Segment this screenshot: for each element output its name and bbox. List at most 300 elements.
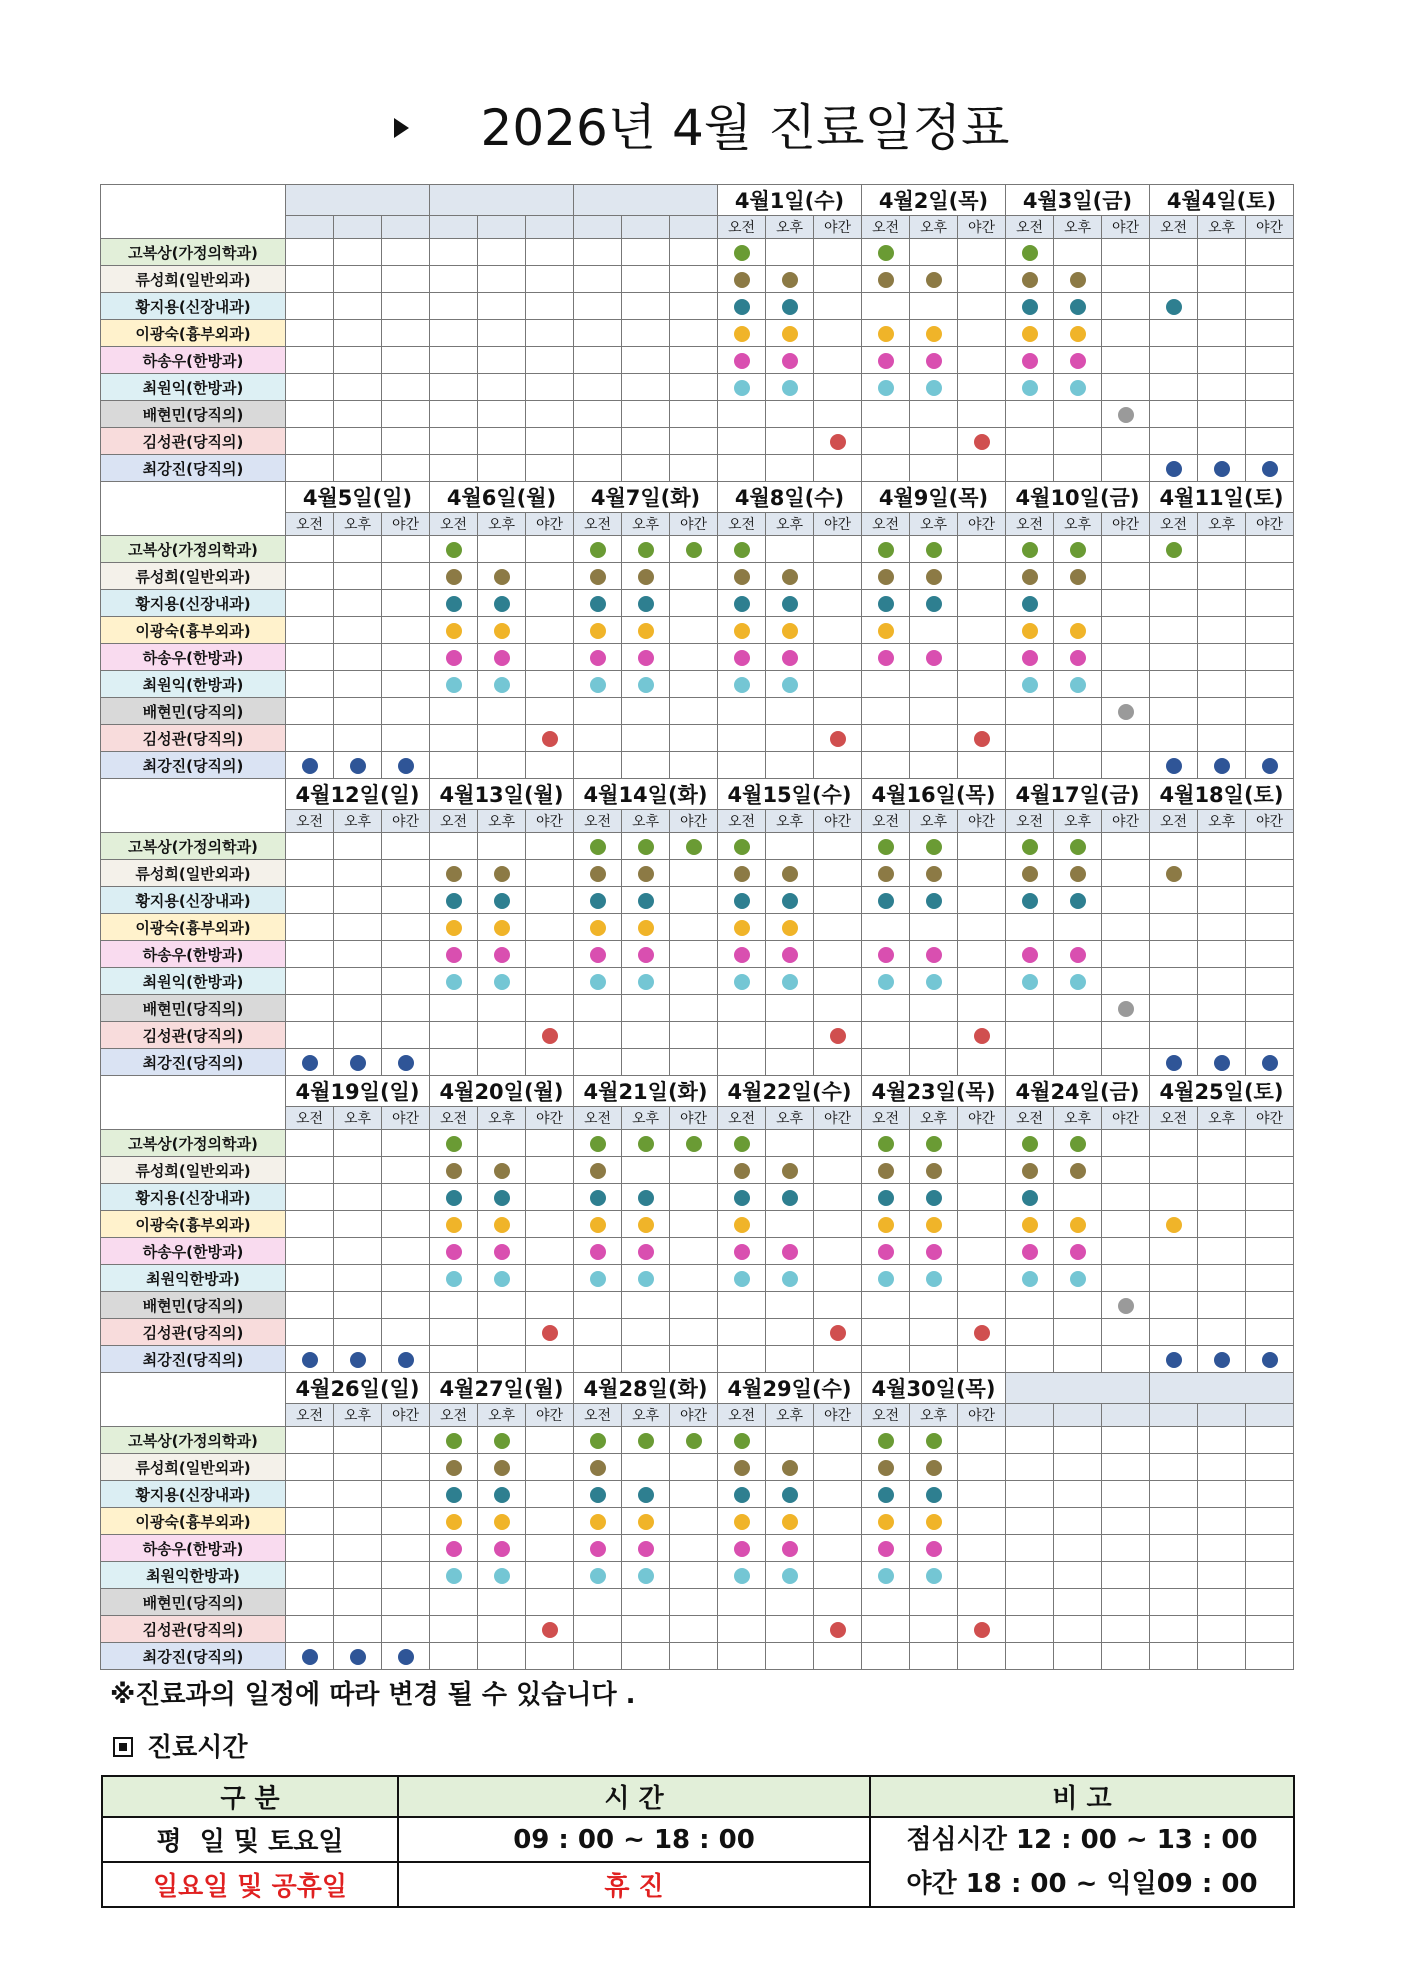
- slot-label: 오후: [910, 1404, 958, 1427]
- schedule-cell: [1150, 1535, 1198, 1562]
- day-header: 4월3일(금): [1006, 185, 1150, 216]
- schedule-dot: [878, 1568, 894, 1584]
- schedule-dot: [782, 380, 798, 396]
- schedule-cell: [334, 1184, 382, 1211]
- schedule-cell: [574, 860, 622, 887]
- doctor-name: 최원익(한방과): [101, 374, 286, 401]
- schedule-cell: [1102, 1049, 1150, 1076]
- schedule-cell: [910, 1292, 958, 1319]
- schedule-cell: [382, 1049, 430, 1076]
- schedule-dot: [1166, 542, 1182, 558]
- schedule-cell: [574, 1184, 622, 1211]
- schedule-cell: [1102, 1562, 1150, 1589]
- schedule-dot: [974, 1325, 990, 1341]
- schedule-dot: [1022, 839, 1038, 855]
- schedule-dot: [926, 1217, 942, 1233]
- schedule-cell: [430, 1265, 478, 1292]
- schedule-dot: [926, 1541, 942, 1557]
- schedule-cell: [382, 455, 430, 482]
- schedule-cell: [862, 1265, 910, 1292]
- schedule-dot: [1070, 677, 1086, 693]
- schedule-cell: [1150, 1238, 1198, 1265]
- schedule-cell: [382, 590, 430, 617]
- schedule-cell: [718, 293, 766, 320]
- slot-label: 오전: [1150, 216, 1198, 239]
- schedule-cell: [574, 590, 622, 617]
- schedule-cell: [1150, 995, 1198, 1022]
- schedule-dot: [1022, 866, 1038, 882]
- schedule-cell: [1246, 1508, 1294, 1535]
- schedule-cell: [1054, 860, 1102, 887]
- schedule-cell: [382, 374, 430, 401]
- schedule-dot: [590, 920, 606, 936]
- schedule-dot: [350, 1352, 366, 1368]
- schedule-cell: [286, 347, 334, 374]
- schedule-cell: [862, 1616, 910, 1643]
- schedule-cell: [622, 1319, 670, 1346]
- schedule-cell: [910, 1265, 958, 1292]
- schedule-cell: [1054, 914, 1102, 941]
- schedule-cell: [1006, 1454, 1054, 1481]
- doctor-name: 고복상(가정의학과): [101, 239, 286, 266]
- schedule-dot: [1118, 1001, 1134, 1017]
- schedule-cell: [910, 1535, 958, 1562]
- slot-label: 오후: [478, 513, 526, 536]
- schedule-dot: [734, 920, 750, 936]
- day-header: 4월13일(월): [430, 779, 574, 810]
- schedule-cell: [1150, 1616, 1198, 1643]
- schedule-cell: [574, 1238, 622, 1265]
- schedule-dot: [398, 1352, 414, 1368]
- schedule-dot: [782, 1487, 798, 1503]
- schedule-cell: [814, 671, 862, 698]
- schedule-dot: [590, 650, 606, 666]
- doctor-name: 고복상(가정의학과): [101, 1130, 286, 1157]
- slot-label: 오전: [718, 1107, 766, 1130]
- schedule-cell: [478, 1292, 526, 1319]
- schedule-cell: [814, 1481, 862, 1508]
- square-bullet-icon: [113, 1737, 133, 1757]
- schedule-cell: [1150, 428, 1198, 455]
- schedule-cell: [862, 1508, 910, 1535]
- schedule-cell: [862, 1535, 910, 1562]
- slot-label: 오후: [766, 1404, 814, 1427]
- schedule-dot: [734, 974, 750, 990]
- schedule-cell: [334, 968, 382, 995]
- schedule-cell: [1006, 968, 1054, 995]
- slot-label: 오후: [1198, 513, 1246, 536]
- schedule-dot: [590, 1433, 606, 1449]
- schedule-cell: [1150, 617, 1198, 644]
- slot-label: 오전: [718, 216, 766, 239]
- schedule-cell: [670, 239, 718, 266]
- doctor-name: 최강진(당직의): [101, 1049, 286, 1076]
- schedule-cell: [1198, 1346, 1246, 1373]
- schedule-cell: [718, 1481, 766, 1508]
- schedule-cell: [718, 995, 766, 1022]
- slot-label: 야간: [814, 810, 862, 833]
- schedule-cell: [862, 1589, 910, 1616]
- schedule-cell: [958, 347, 1006, 374]
- schedule-cell: [622, 293, 670, 320]
- schedule-cell: [670, 563, 718, 590]
- schedule-cell: [1246, 671, 1294, 698]
- schedule-cell: [478, 1238, 526, 1265]
- schedule-cell: [1102, 1022, 1150, 1049]
- schedule-dot: [494, 1514, 510, 1530]
- schedule-cell: [286, 1508, 334, 1535]
- schedule-cell: [766, 914, 814, 941]
- schedule-cell: [1102, 941, 1150, 968]
- doctor-name: 배현민(당직의): [101, 995, 286, 1022]
- schedule-cell: [910, 860, 958, 887]
- schedule-dot: [638, 866, 654, 882]
- doctor-name: 류성희(일반외과): [101, 860, 286, 887]
- schedule-cell: [526, 671, 574, 698]
- schedule-cell: [1054, 1508, 1102, 1535]
- schedule-cell: [622, 1427, 670, 1454]
- schedule-cell: [1006, 671, 1054, 698]
- schedule-cell: [1198, 563, 1246, 590]
- schedule-dot: [734, 1514, 750, 1530]
- schedule-cell: [430, 887, 478, 914]
- schedule-cell: [526, 1130, 574, 1157]
- slot-label: 오전: [286, 513, 334, 536]
- triangle-bullet-icon: [394, 118, 409, 138]
- schedule-cell: [334, 698, 382, 725]
- schedule-dot: [878, 569, 894, 585]
- slot-label: 오전: [574, 1404, 622, 1427]
- schedule-cell: [1246, 995, 1294, 1022]
- schedule-cell: [574, 536, 622, 563]
- slot-label: 오전: [574, 810, 622, 833]
- schedule-cell: [1198, 644, 1246, 671]
- schedule-dot: [494, 947, 510, 963]
- slot-label: 오후: [910, 216, 958, 239]
- schedule-cell: [1102, 1535, 1150, 1562]
- schedule-cell: [622, 1616, 670, 1643]
- schedule-cell: [382, 1454, 430, 1481]
- schedule-cell: [670, 752, 718, 779]
- doctor-name: 류성희(일반외과): [101, 1157, 286, 1184]
- schedule-cell: [910, 1319, 958, 1346]
- schedule-cell: [334, 1157, 382, 1184]
- schedule-cell: [382, 752, 430, 779]
- schedule-cell: [622, 266, 670, 293]
- schedule-cell: [670, 1589, 718, 1616]
- schedule-cell: [718, 1508, 766, 1535]
- schedule-cell: [766, 1562, 814, 1589]
- schedule-cell: [862, 860, 910, 887]
- doctor-name: 고복상(가정의학과): [101, 1427, 286, 1454]
- doctor-name: 배현민(당직의): [101, 401, 286, 428]
- schedule-cell: [958, 833, 1006, 860]
- schedule-cell: [1054, 887, 1102, 914]
- schedule-cell: [958, 1616, 1006, 1643]
- day-header: 4월24일(금): [1006, 1076, 1150, 1107]
- schedule-dot: [590, 947, 606, 963]
- schedule-cell: [862, 1157, 910, 1184]
- day-header: 4월9일(목): [862, 482, 1006, 513]
- day-header: 4월12일(일): [286, 779, 430, 810]
- schedule-cell: [814, 1184, 862, 1211]
- schedule-cell: [718, 968, 766, 995]
- slot-label: 야간: [958, 513, 1006, 536]
- slot-label: 오전: [862, 1107, 910, 1130]
- schedule-cell: [574, 374, 622, 401]
- schedule-cell: [622, 968, 670, 995]
- schedule-dot: [782, 353, 798, 369]
- slot-label: 야간: [814, 1107, 862, 1130]
- schedule-cell: [1246, 1157, 1294, 1184]
- schedule-cell: [526, 1238, 574, 1265]
- schedule-cell: [958, 887, 1006, 914]
- slot-label: 오전: [718, 513, 766, 536]
- schedule-cell: [478, 455, 526, 482]
- schedule-dot: [734, 245, 750, 261]
- schedule-cell: [286, 293, 334, 320]
- day-header: [286, 185, 430, 216]
- schedule-cell: [1102, 1346, 1150, 1373]
- schedule-cell: [286, 995, 334, 1022]
- schedule-cell: [1102, 563, 1150, 590]
- slot-label: 오전: [430, 810, 478, 833]
- schedule-dot: [1022, 299, 1038, 315]
- schedule-cell: [1150, 347, 1198, 374]
- schedule-cell: [1150, 1319, 1198, 1346]
- doctor-name: 하송우(한방과): [101, 941, 286, 968]
- schedule-dot: [1070, 272, 1086, 288]
- schedule-cell: [382, 1346, 430, 1373]
- doctor-name: 최원익(한방과): [101, 671, 286, 698]
- schedule-cell: [958, 1022, 1006, 1049]
- schedule-cell: [958, 725, 1006, 752]
- hours-header-time: 시 간: [398, 1776, 870, 1817]
- doctor-name: 김성관(당직의): [101, 1319, 286, 1346]
- schedule-cell: [1198, 1265, 1246, 1292]
- schedule-dot: [734, 866, 750, 882]
- schedule-cell: [1054, 1022, 1102, 1049]
- schedule-cell: [814, 887, 862, 914]
- day-header: 4월15일(수): [718, 779, 862, 810]
- schedule-cell: [862, 563, 910, 590]
- schedule-dot: [1070, 1244, 1086, 1260]
- slot-label: [478, 216, 526, 239]
- schedule-cell: [1246, 968, 1294, 995]
- schedule-cell: [862, 968, 910, 995]
- slot-label: [430, 216, 478, 239]
- schedule-dot: [878, 1460, 894, 1476]
- schedule-cell: [286, 455, 334, 482]
- schedule-cell: [670, 1130, 718, 1157]
- schedule-dot: [686, 839, 702, 855]
- schedule-cell: [622, 239, 670, 266]
- schedule-cell: [766, 1049, 814, 1076]
- schedule-cell: [574, 1211, 622, 1238]
- schedule-dot: [446, 569, 462, 585]
- schedule-cell: [766, 1616, 814, 1643]
- schedule-dot: [1166, 1352, 1182, 1368]
- schedule-cell: [718, 1562, 766, 1589]
- schedule-cell: [1150, 860, 1198, 887]
- schedule-cell: [718, 1265, 766, 1292]
- schedule-cell: [862, 752, 910, 779]
- schedule-cell: [382, 860, 430, 887]
- schedule-cell: [1246, 1481, 1294, 1508]
- schedule-dot: [878, 1190, 894, 1206]
- schedule-cell: [1102, 860, 1150, 887]
- schedule-cell: [718, 1346, 766, 1373]
- schedule-cell: [766, 860, 814, 887]
- schedule-cell: [1054, 1481, 1102, 1508]
- schedule-dot: [638, 1190, 654, 1206]
- schedule-dot: [878, 947, 894, 963]
- schedule-cell: [478, 536, 526, 563]
- schedule-cell: [910, 995, 958, 1022]
- schedule-cell: [1198, 266, 1246, 293]
- hours-row-label: 일요일 및 공휴일: [102, 1862, 398, 1907]
- schedule-dot: [926, 353, 942, 369]
- schedule-cell: [526, 1265, 574, 1292]
- slot-label: 오후: [1198, 216, 1246, 239]
- schedule-cell: [478, 1616, 526, 1643]
- schedule-cell: [958, 1049, 1006, 1076]
- schedule-dot: [638, 1136, 654, 1152]
- schedule-cell: [574, 1454, 622, 1481]
- schedule-cell: [430, 1211, 478, 1238]
- schedule-cell: [430, 752, 478, 779]
- schedule-cell: [478, 1319, 526, 1346]
- schedule-cell: [1150, 590, 1198, 617]
- slot-label: 야간: [670, 810, 718, 833]
- schedule-dot: [542, 1028, 558, 1044]
- schedule-dot: [926, 1487, 942, 1503]
- schedule-cell: [622, 320, 670, 347]
- schedule-cell: [1054, 644, 1102, 671]
- schedule-cell: [622, 428, 670, 455]
- schedule-cell: [334, 1481, 382, 1508]
- schedule-cell: [958, 995, 1006, 1022]
- schedule-dot: [734, 947, 750, 963]
- schedule-cell: [910, 887, 958, 914]
- schedule-cell: [718, 941, 766, 968]
- schedule-cell: [382, 347, 430, 374]
- schedule-cell: [1150, 671, 1198, 698]
- corner-cell: [101, 1373, 286, 1427]
- schedule-dot: [734, 1487, 750, 1503]
- schedule-cell: [1150, 887, 1198, 914]
- schedule-cell: [622, 1049, 670, 1076]
- schedule-dot: [974, 1028, 990, 1044]
- schedule-dot: [638, 893, 654, 909]
- hours-row-time: 09 : 00 ~ 18 : 00: [398, 1817, 870, 1862]
- schedule-cell: [1102, 1292, 1150, 1319]
- schedule-cell: [958, 401, 1006, 428]
- schedule-cell: [718, 860, 766, 887]
- schedule-cell: [1246, 752, 1294, 779]
- schedule-cell: [1054, 1184, 1102, 1211]
- schedule-cell: [766, 428, 814, 455]
- schedule-cell: [1198, 428, 1246, 455]
- schedule-cell: [670, 1562, 718, 1589]
- slot-label: [1054, 1404, 1102, 1427]
- schedule-cell: [334, 1130, 382, 1157]
- schedule-cell: [1054, 1238, 1102, 1265]
- schedule-cell: [766, 752, 814, 779]
- schedule-cell: [382, 266, 430, 293]
- schedule-cell: [574, 752, 622, 779]
- schedule-cell: [718, 1292, 766, 1319]
- schedule-cell: [862, 887, 910, 914]
- schedule-dot: [1022, 1217, 1038, 1233]
- schedule-dot: [590, 1541, 606, 1557]
- schedule-cell: [478, 1508, 526, 1535]
- schedule-cell: [718, 536, 766, 563]
- schedule-cell: [334, 1022, 382, 1049]
- schedule-cell: [526, 752, 574, 779]
- schedule-cell: [430, 590, 478, 617]
- schedule-cell: [670, 968, 718, 995]
- schedule-cell: [766, 1292, 814, 1319]
- schedule-cell: [1054, 590, 1102, 617]
- schedule-cell: [1102, 536, 1150, 563]
- schedule-cell: [1246, 428, 1294, 455]
- schedule-cell: [382, 563, 430, 590]
- schedule-cell: [1246, 455, 1294, 482]
- schedule-cell: [286, 725, 334, 752]
- schedule-cell: [1102, 374, 1150, 401]
- schedule-cell: [862, 1427, 910, 1454]
- schedule-cell: [1102, 752, 1150, 779]
- hours-row-label: 평 일 및 토요일: [102, 1817, 398, 1862]
- schedule-dot: [638, 1433, 654, 1449]
- schedule-cell: [574, 1616, 622, 1643]
- schedule-dot: [494, 866, 510, 882]
- schedule-dot: [1118, 1298, 1134, 1314]
- schedule-cell: [430, 671, 478, 698]
- schedule-cell: [1006, 536, 1054, 563]
- schedule-dot: [1070, 1163, 1086, 1179]
- schedule-cell: [1198, 320, 1246, 347]
- schedule-cell: [286, 239, 334, 266]
- schedule-cell: [382, 320, 430, 347]
- schedule-dot: [878, 866, 894, 882]
- day-header: 4월11일(토): [1150, 482, 1294, 513]
- schedule-cell: [574, 266, 622, 293]
- schedule-dot: [734, 1271, 750, 1287]
- schedule-cell: [814, 293, 862, 320]
- schedule-dot: [878, 542, 894, 558]
- schedule-cell: [1102, 698, 1150, 725]
- schedule-dot: [782, 569, 798, 585]
- schedule-cell: [1006, 860, 1054, 887]
- schedule-cell: [526, 1157, 574, 1184]
- schedule-cell: [910, 941, 958, 968]
- slot-label: 야간: [526, 1107, 574, 1130]
- schedule-dot: [1070, 947, 1086, 963]
- schedule-cell: [286, 752, 334, 779]
- schedule-cell: [334, 293, 382, 320]
- schedule-cell: [766, 266, 814, 293]
- schedule-cell: [1246, 644, 1294, 671]
- schedule-dot: [878, 650, 894, 666]
- schedule-dot: [494, 1541, 510, 1557]
- schedule-dot: [734, 542, 750, 558]
- schedule-cell: [286, 1157, 334, 1184]
- schedule-cell: [1198, 1292, 1246, 1319]
- schedule-cell: [622, 698, 670, 725]
- schedule-cell: [574, 239, 622, 266]
